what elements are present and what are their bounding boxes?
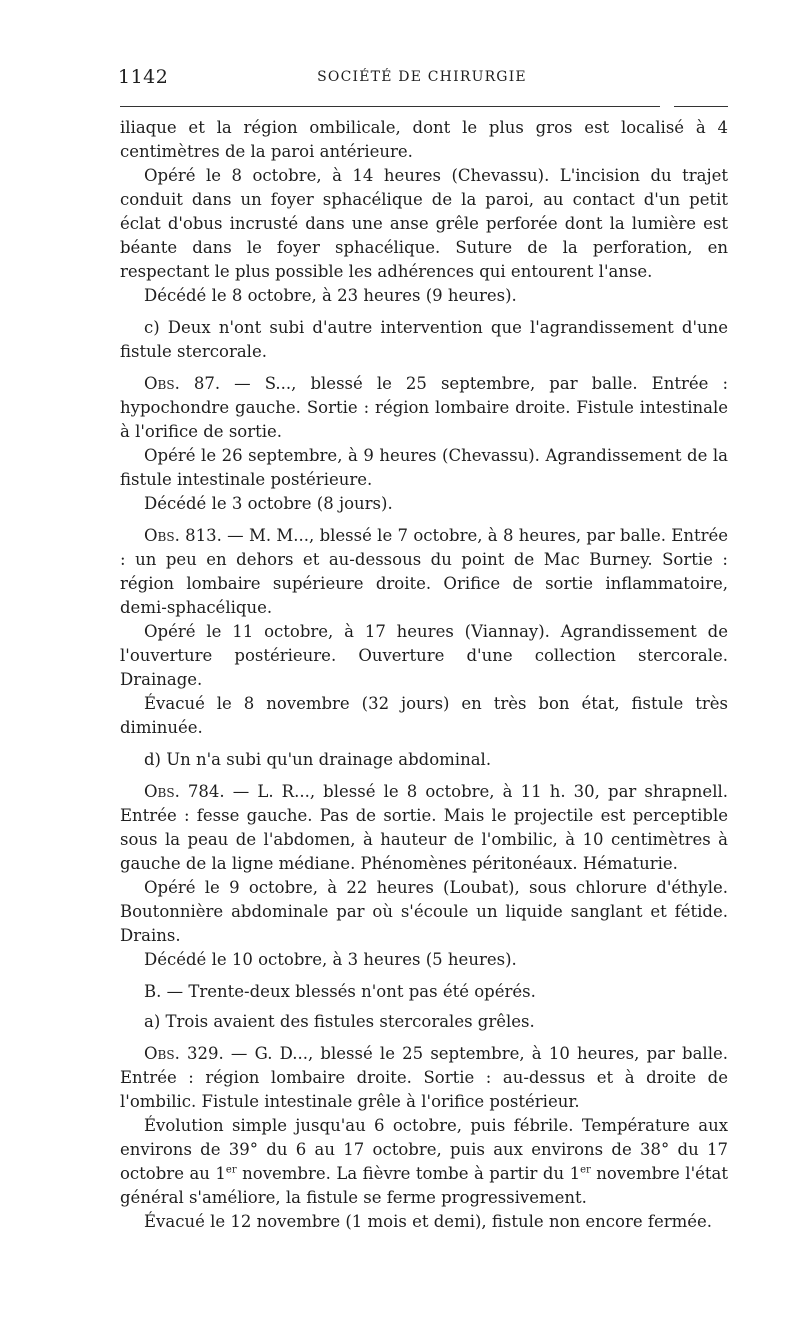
observation-813 xyxy=(120,524,728,620)
evolution-text-3: novembre l'état général s'améliore, la fistule se ferme progressivement. xyxy=(120,1164,728,1207)
paragraph-operation: Opéré le 8 octobre, à 14 heures (Chevassu). L'incision du trajet conduit dans un foyer sphacélique de la paroi, au contact d'un petit éclat d'obus incrusté dans une anse grêle perforée dont la lumière est béante dans le foyer sphacélique. Suture de la perforation, en respectant le plus possible les adhérences qui entourent l'anse. xyxy=(120,166,728,281)
observation-329-evolution xyxy=(120,1114,728,1210)
section-a-heading: a) Trois avaient des fistules stercorales grêles. xyxy=(144,1012,535,1031)
observation-label: Obs. 329. xyxy=(144,1044,224,1063)
page-header xyxy=(118,66,726,90)
observation-329-outcome: Évacué le 12 novembre (1 mois et demi), fistule non encore fermée. xyxy=(144,1212,713,1231)
ordinal-suffix: er xyxy=(580,1164,591,1176)
observation-label: Obs. 813. xyxy=(144,526,222,545)
observation-text: — L. R..., blessé le 8 octobre, à 11 h. 30, par shrapnell. Entrée : fesse gauche. Pas de sortie. Mais le projectile est perceptible sous la peau de l'abdomen, à hauteur de l'ombilic, à 10 centimètres à gauche de la ligne médiane. Phénomènes péritonéaux. Hématurie. xyxy=(120,782,728,873)
observation-329 xyxy=(120,1042,728,1114)
observation-784-operation: Opéré le 9 octobre, à 22 heures (Loubat), sous chlorure d'éthyle. Boutonnière abdominale par où s'écoule un liquide sanglant et fétide. Drains. xyxy=(120,878,728,945)
observation-label: Obs. 87. xyxy=(144,374,221,393)
section-c-heading: c) Deux n'ont subi d'autre intervention que l'agrandissement d'une fistule stercorale. xyxy=(120,318,728,361)
observation-87-outcome: Décédé le 3 octobre (8 jours). xyxy=(144,494,393,513)
observation-784 xyxy=(120,780,728,876)
body-text xyxy=(120,116,728,1234)
section-d-heading: d) Un n'a subi qu'un drainage abdominal. xyxy=(144,750,492,769)
observation-784-outcome: Décédé le 10 octobre, à 3 heures (5 heures). xyxy=(144,950,517,969)
observation-label: Obs. 784. xyxy=(144,782,225,801)
ordinal-suffix: er xyxy=(225,1164,237,1176)
observation-813-outcome: Évacué le 8 novembre (32 jours) en très bon état, fistule très diminuée. xyxy=(120,694,728,737)
running-title: SOCIÉTÉ DE CHIRURGIE xyxy=(317,69,527,85)
evolution-text-1: Évolution simple jusqu'au 6 octobre, puis fébrile. Température aux environs de 39° du 6 au 17 octobre, puis aux environs de 38° du 17 octobre au 1 xyxy=(120,1116,728,1183)
observation-813-operation: Opéré le 11 octobre, à 17 heures (Viannay). Agrandissement de l'ouverture postérieure. Ouverture d'une collection stercorale. Drainage. xyxy=(120,622,728,689)
observation-87 xyxy=(120,372,728,444)
evolution-text-2: novembre. La fièvre tombe à partir du 1 xyxy=(236,1164,581,1183)
header-rule-short xyxy=(674,106,728,107)
observation-text: — M. M..., blessé le 7 octobre, à 8 heures, par balle. Entrée : un peu en dehors et au-dessous du point de Mac Burney. Sortie : région lombaire supérieure droite. Orifice de sortie inflammatoire, demi-sphacélique. xyxy=(120,526,728,617)
section-b-heading: B. — Trente-deux blessés n'ont pas été opérés. xyxy=(144,982,536,1001)
page-number: 1142 xyxy=(118,66,169,88)
observation-87-operation: Opéré le 26 septembre, à 9 heures (Chevassu). Agrandissement de la fistule intestinale postérieure. xyxy=(120,446,728,489)
observation-text: — G. D..., blessé le 25 septembre, à 10 heures, par balle. Entrée : région lombaire droite. Sortie : au-dessus et à droite de l'ombilic. Fistule intestinale grêle à l'orifice postérieur. xyxy=(120,1044,728,1111)
header-rule xyxy=(120,106,660,107)
observation-text: — S..., blessé le 25 septembre, par balle. Entrée : hypochondre gauche. Sortie : région lombaire droite. Fistule intestinale à l'orifice de sortie. xyxy=(120,374,728,441)
paragraph-outcome: Décédé le 8 octobre, à 23 heures (9 heures). xyxy=(144,286,517,305)
paragraph-continued: iliaque et la région ombilicale, dont le plus gros est localisé à 4 centimètres de la paroi antérieure. xyxy=(120,118,728,161)
